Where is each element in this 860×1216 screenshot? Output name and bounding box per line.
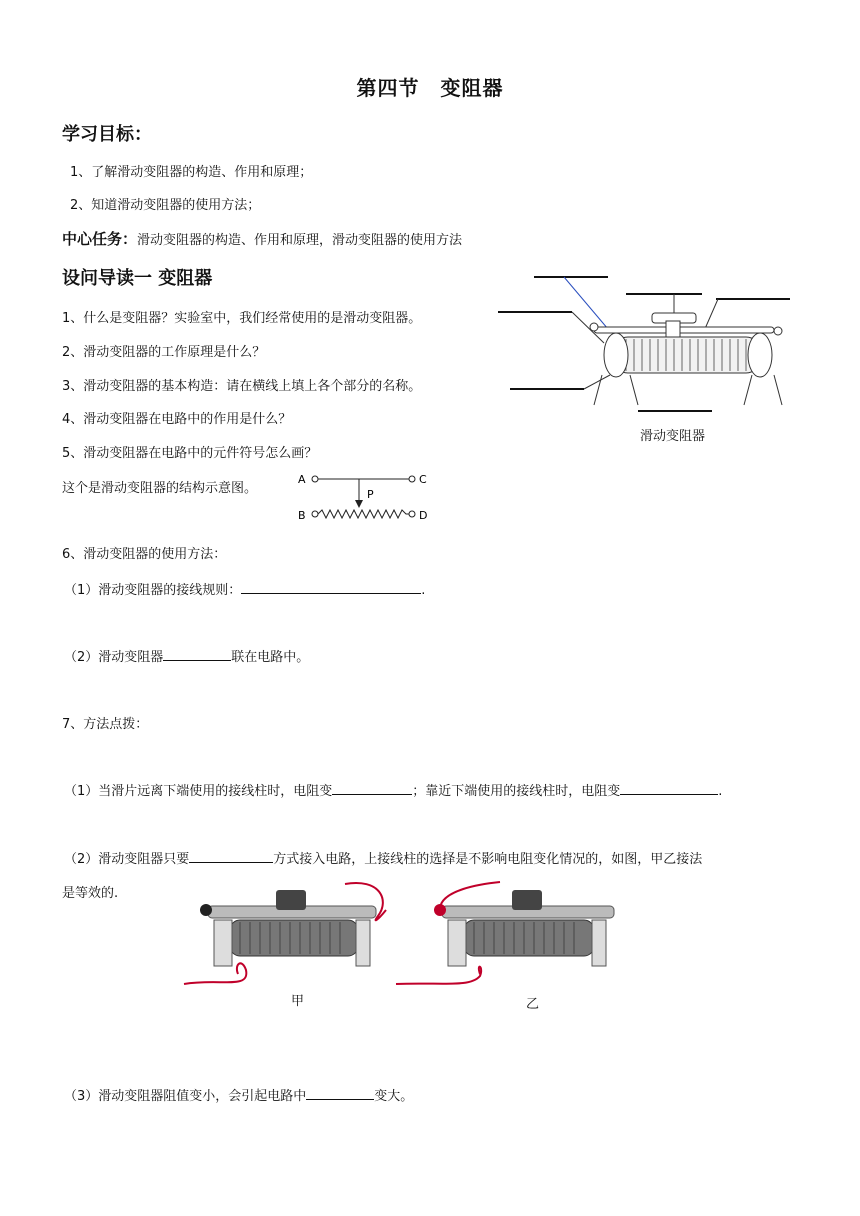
tip-2 [64,848,702,867]
label-jia: 甲 [291,994,305,1009]
rheostat-photo-yi [396,882,614,984]
question-1: 1、什么是变阻器？实验室中，我们经常使用的是滑动变阻器。 [62,311,422,326]
tip-3-part-b: 变大。 [374,1089,414,1104]
terminal-d-label: D [419,509,428,522]
figure-caption: 滑动变阻器 [640,429,706,444]
series-suffix: 联在电路中。 [231,650,310,665]
core-task-text: 滑动变阻器的构造、作用和原理，滑动变阻器的使用方法 [137,233,463,248]
tip-3-part-a: （3）滑动变阻器阻值变小，会引起电路中 [64,1089,307,1104]
tip-2-part-b: 方式接入电路，上接线柱的选择是不影响电阻变化情况的，如图，甲乙接法 [273,852,703,867]
rheostat-photo-jia [184,883,386,984]
tip-1-blank-2[interactable] [620,780,718,795]
section1-heading: 设问导读一 变阻器 [62,268,213,289]
terminal-a-label: A [298,473,306,486]
tip-2-continued: 是等效的. [62,886,119,901]
tip-2-blank[interactable] [189,848,273,863]
terminal-b-label: B [298,509,306,522]
question-3: 3、滑动变阻器的基本构造：请在横线上填上各个部分的名称。 [62,379,422,394]
question-5: 5、滑动变阻器在电路中的元件符号怎么画？ [62,446,318,461]
core-task [62,228,462,249]
rheostat-figure [490,265,800,445]
objective-item-2: 2、知道滑动变阻器的使用方法； [70,198,261,213]
page-title: 第四节 变阻器 [356,76,504,100]
wiring-rule-blank[interactable] [241,579,421,594]
wiring-photos [180,880,640,990]
rheostat-schematic [295,468,445,526]
terminal-c-label: C [419,473,427,486]
tip-3-blank[interactable] [306,1085,374,1100]
series-blank[interactable] [163,646,231,661]
question-2: 2、滑动变阻器的工作原理是什么？ [62,345,266,360]
tip-1 [64,780,722,799]
tip-1-part-b: ；靠近下端使用的接线柱时，电阻变 [412,784,621,799]
tip-1-part-a: （1）当滑片远离下端使用的接线柱时，电阻变 [64,784,333,799]
slider-p-label: P [367,488,374,501]
objective-item-1: 1、了解滑动变阻器的构造、作用和原理； [70,165,313,180]
core-task-label: 中心任务： [62,230,138,248]
tip-3 [64,1085,413,1104]
tip-2-part-a: （2）滑动变阻器只要 [64,852,190,867]
question-4: 4、滑动变阻器在电路中的作用是什么？ [62,412,292,427]
tip-1-part-c: . [718,784,723,799]
series-prefix: （2）滑动变阻器 [64,650,164,665]
label-yi: 乙 [526,997,540,1012]
question-7: 7、方法点拨： [62,717,149,732]
series-connection [64,646,309,665]
wiring-rule [64,579,425,598]
schematic-note: 这个是滑动变阻器的结构示意图。 [62,481,258,496]
wiring-rule-prefix: （1）滑动变阻器的接线规则： [64,583,242,598]
question-6: 6、滑动变阻器的使用方法： [62,547,227,562]
wiring-rule-suffix: . [421,583,426,598]
objectives-heading: 学习目标： [62,124,152,145]
tip-1-blank-1[interactable] [332,780,412,795]
